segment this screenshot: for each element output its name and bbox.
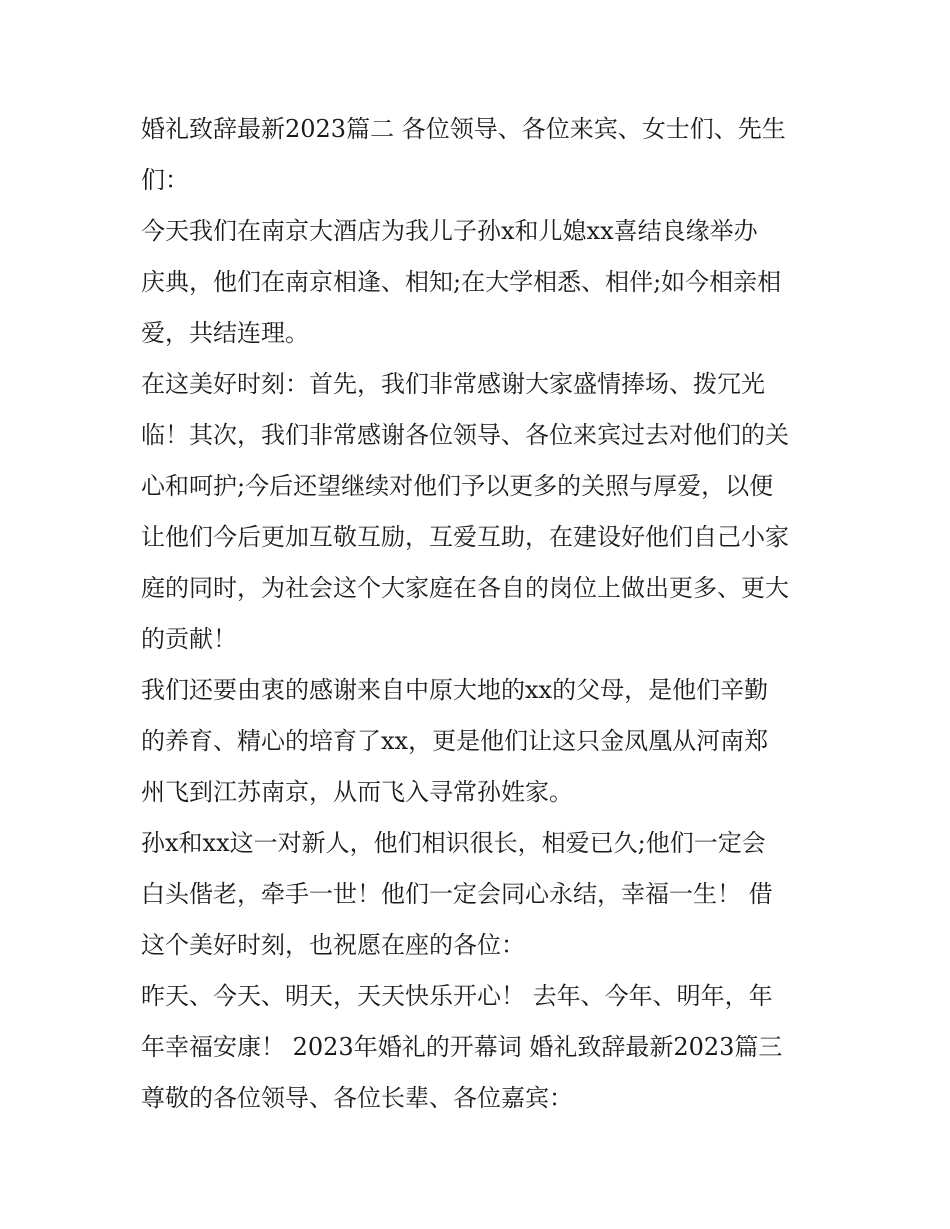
text-line-18: 昨天、今天、明天，天天快乐开心！ 去年、今年、明年，年 xyxy=(141,982,773,1010)
text-line-6: 在这美好时刻：首先，我们非常感谢大家盛情捧场、拨冗光 xyxy=(141,370,765,398)
text-line-5: 爱，共结连理。 xyxy=(141,319,309,347)
text-line-12: 我们还要由衷的感谢来自中原大地的xx的父母，是他们辛勤 xyxy=(141,676,769,704)
text-line-20: 尊敬的各位领导、各位长辈、各位嘉宾： xyxy=(141,1084,573,1112)
document-body xyxy=(141,104,821,1124)
text-line-9: 让他们今后更加互敬互励，互爱互助，在建设好他们自己小家 xyxy=(141,523,789,551)
text-line-3: 今天我们在南京大酒店为我儿子孙x和儿媳xx喜结良缘举办 xyxy=(141,217,758,245)
text-line-7: 临！其次，我们非常感谢各位领导、各位来宾过去对他们的关 xyxy=(141,421,789,449)
text-line-15: 孙x和xx这一对新人，他们相识很长，相爱已久;他们一定会 xyxy=(141,829,766,857)
text-line-14: 州飞到江苏南京，从而飞入寻常孙姓家。 xyxy=(141,778,573,806)
text-line-11: 的贡献！ xyxy=(141,625,237,653)
text-line-19: 年幸福安康！ 2023年婚礼的开幕词 婚礼致辞最新2023篇三 xyxy=(141,1033,783,1061)
text-line-8: 心和呵护;今后还望继续对他们予以更多的关照与厚爱，以便 xyxy=(141,472,774,500)
text-line-17: 这个美好时刻，也祝愿在座的各位： xyxy=(141,931,525,959)
text-line-13: 的养育、精心的培育了xx，更是他们让这只金凤凰从河南郑 xyxy=(141,727,769,755)
text-line-2: 们： xyxy=(141,166,189,194)
text-line-10: 庭的同时，为社会这个大家庭在各自的岗位上做出更多、更大 xyxy=(141,574,789,602)
text-line-1: 婚礼致辞最新2023篇二 各位领导、各位来宾、女士们、先生 xyxy=(141,115,786,143)
text-line-16: 白头偕老，牵手一世！他们一定会同心永结，幸福一生！ 借 xyxy=(141,880,773,908)
text-line-4: 庆典，他们在南京相逢、相知;在大学相悉、相伴;如今相亲相 xyxy=(141,268,782,296)
